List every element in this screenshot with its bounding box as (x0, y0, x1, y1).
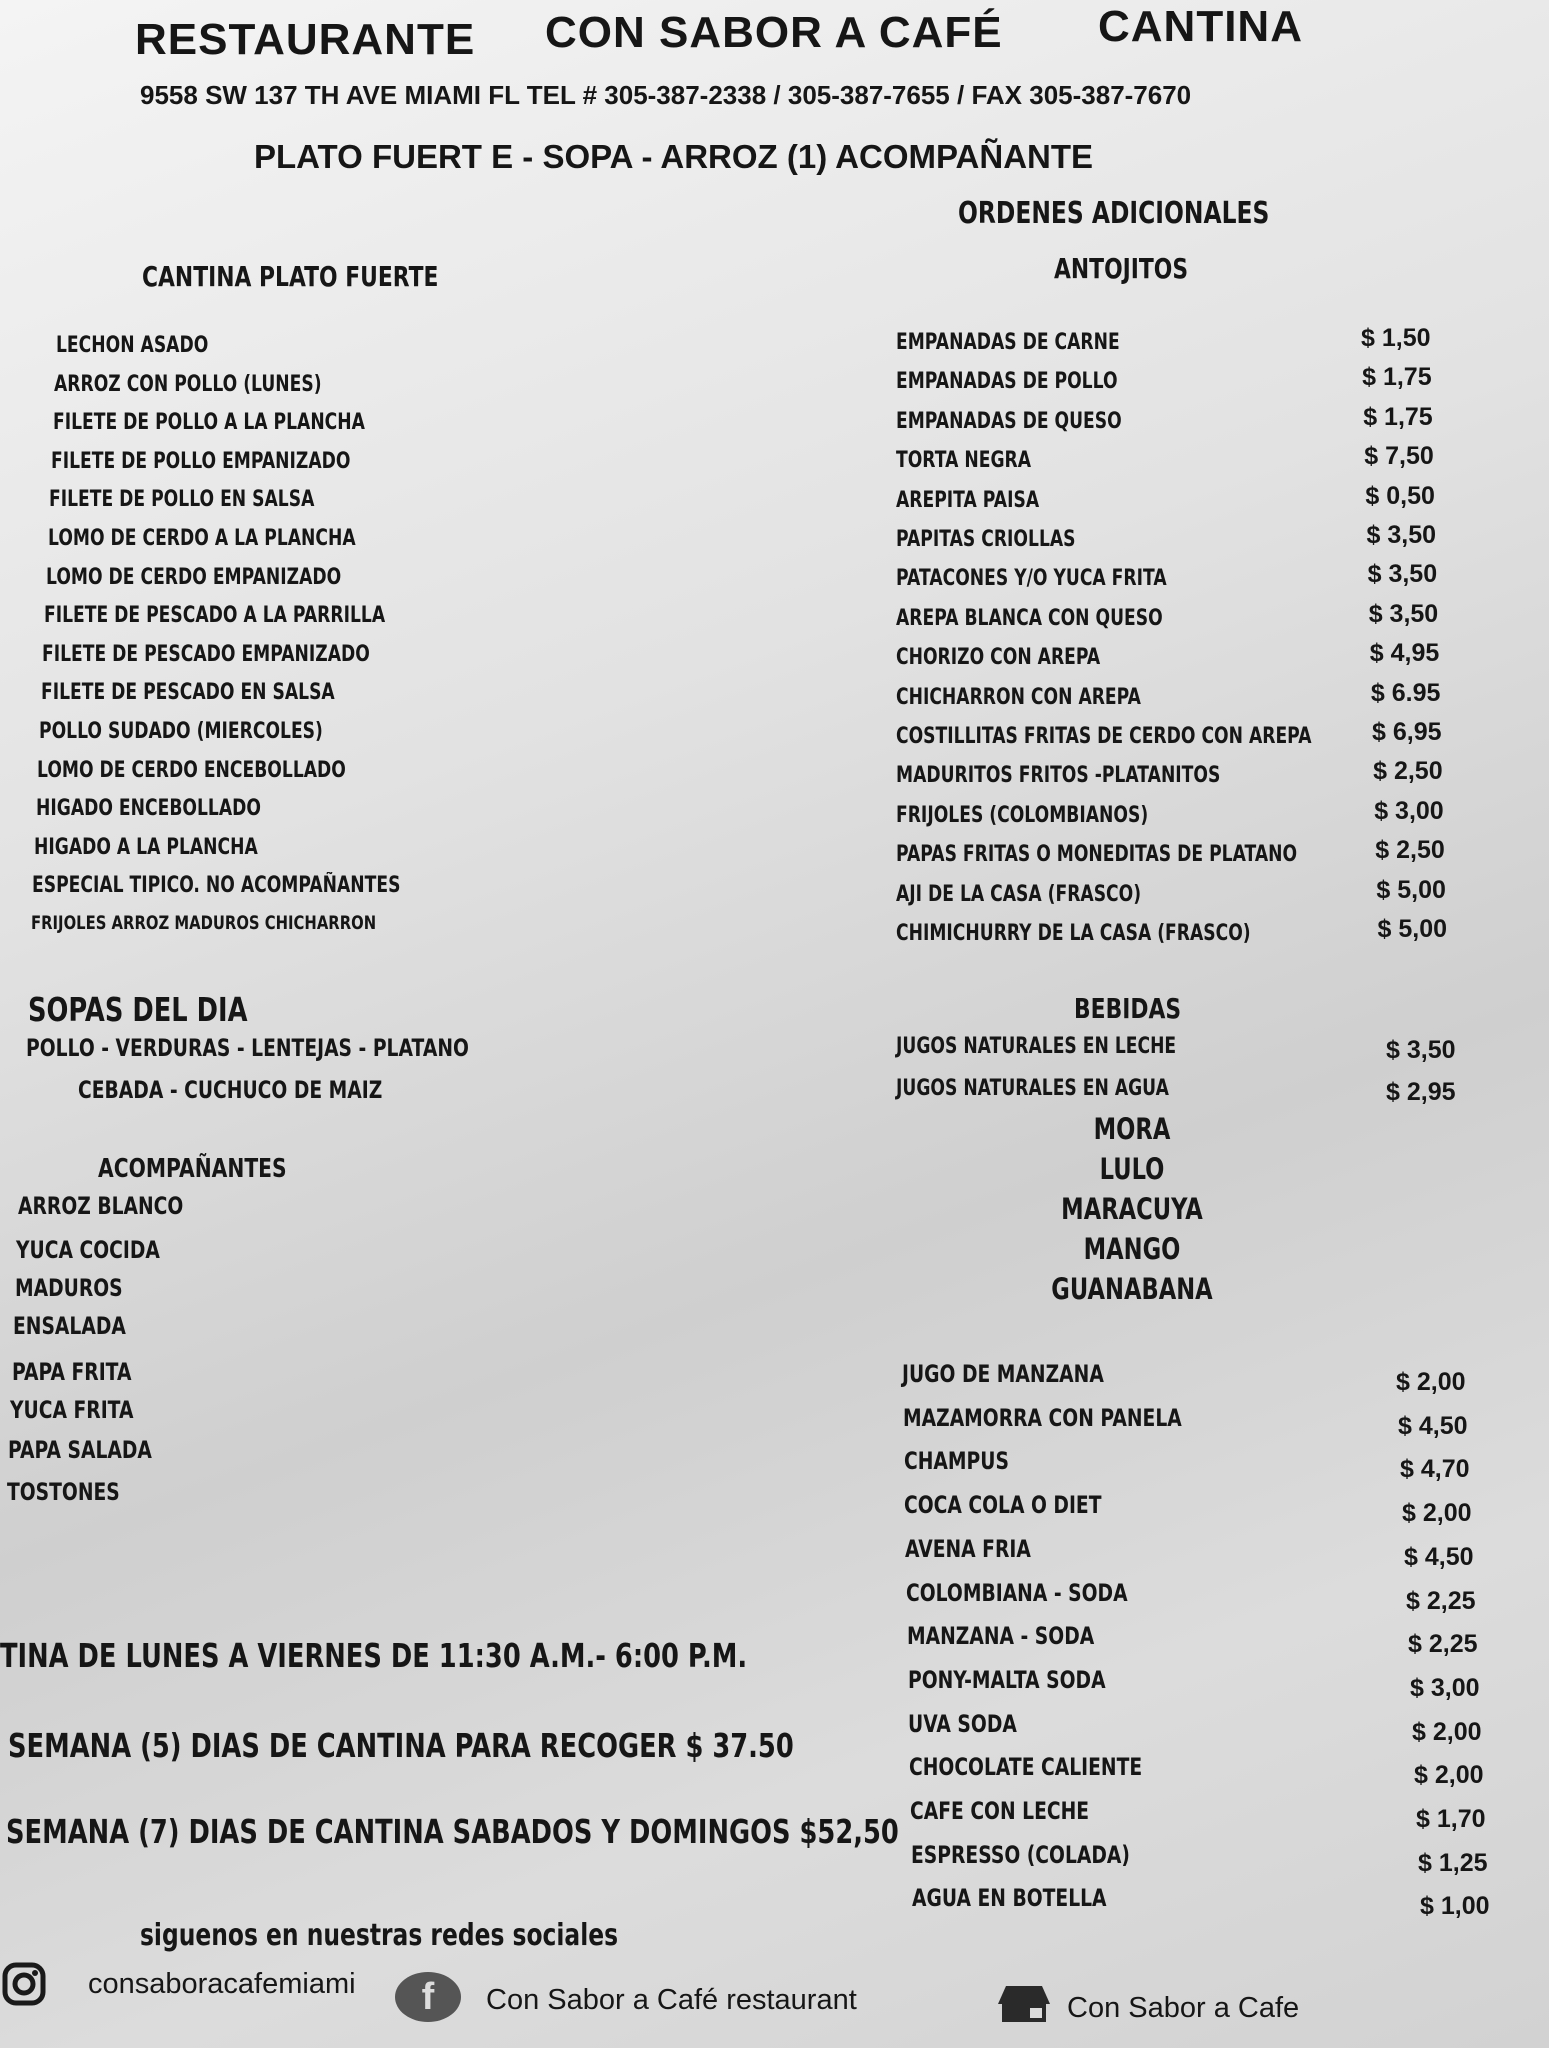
bebida-name: COCA COLA O DIET (904, 1491, 1102, 1520)
antojito-name: EMPANADAS DE QUESO (896, 408, 1122, 434)
facebook-page-name[interactable]: Con Sabor a Café restaurant (486, 1984, 857, 2016)
plan-subtitle: PLATO FUERT E - SOPA - ARROZ (1) ACOMPAÑANTE (254, 138, 1094, 175)
antojito-price: $ 6.95 (1370, 678, 1441, 707)
social-heading: siguenos en nuestras redes sociales (140, 1918, 619, 1953)
bebida-price: $ 1,70 (1416, 1805, 1486, 1833)
plato-item: HIGADO A LA PLANCHA (33, 834, 258, 860)
bebida-price: $ 1,00 (1420, 1892, 1490, 1921)
plato-item: FILETE DE PESCADO EMPANIZADO (42, 641, 371, 667)
acompanante-item: PAPA SALADA (8, 1436, 153, 1464)
bebida-name: MANZANA - SODA (906, 1622, 1095, 1651)
antojito-price: $ 4,95 (1369, 639, 1440, 668)
bebida-name: ESPRESSO (COLADA) (910, 1840, 1130, 1869)
antojito-name: PATACONES Y/O YUCA FRITA (896, 566, 1167, 592)
google-business-name[interactable]: Con Sabor a Cafe (1067, 1992, 1300, 2024)
antojito-price: $ 2,50 (1375, 836, 1445, 865)
antojito-price: $ 1,75 (1363, 402, 1433, 431)
jugo-price: $ 2,95 (1386, 1078, 1456, 1106)
facebook-letter: f (421, 1975, 435, 2018)
instagram-icon[interactable] (2, 1962, 46, 2006)
sopas-line-1: POLLO - VERDURAS - LENTEJAS - PLATANO (26, 1034, 469, 1062)
bebida-name: MAZAMORRA CON PANELA (902, 1403, 1182, 1432)
bebida-name: JUGO DE MANZANA (902, 1360, 1104, 1388)
antojito-price: $ 3,00 (1374, 796, 1444, 825)
acompanante-item: PAPA FRITA (11, 1358, 132, 1386)
bebida-price: $ 2,25 (1408, 1630, 1478, 1659)
restaurant-name: CON SABOR A CAFÉ (545, 8, 1003, 57)
bebida-price: $ 2,00 (1396, 1368, 1466, 1396)
bebida-name: CHAMPUS (903, 1447, 1009, 1476)
plato-fuerte-heading: CANTINA PLATO FUERTE (142, 260, 439, 293)
bebida-name: CHOCOLATE CALIENTE (909, 1753, 1143, 1782)
antojito-price: $ 1,50 (1361, 324, 1431, 352)
antojito-name: MADURITOS FRITOS -PLATANITOS (896, 763, 1221, 789)
antojito-price: $ 0,50 (1365, 481, 1435, 510)
sopas-heading: SOPAS DEL DIA (28, 990, 248, 1029)
plato-item: POLLO SUDADO (MIERCOLES) (39, 719, 323, 744)
antojito-name: CHICHARRON CON AREPA (896, 684, 1141, 710)
jugo-name: JUGOS NATURALES EN LECHE (896, 1034, 1177, 1059)
plato-item: HIGADO ENCEBOLLADO (35, 796, 261, 822)
bebida-price: $ 4,50 (1398, 1411, 1468, 1440)
cantina-label: CANTINA (1098, 2, 1303, 51)
antojito-name: AREPITA PAISA (896, 487, 1040, 513)
antojito-name: EMPANADAS DE CARNE (896, 330, 1120, 355)
antojito-name: AREPA BLANCA CON QUESO (896, 605, 1163, 631)
bebida-price: $ 2,25 (1406, 1586, 1476, 1615)
bebida-price: $ 2,00 (1414, 1761, 1484, 1790)
antojito-name: TORTA NEGRA (896, 448, 1032, 474)
antojito-price: $ 5,00 (1377, 915, 1448, 943)
bebida-name: CAFE CON LECHE (910, 1797, 1090, 1825)
antojito-name: CHORIZO CON AREPA (896, 645, 1101, 671)
bebida-price: $ 4,50 (1404, 1542, 1474, 1571)
bebida-name: AVENA FRIA (905, 1534, 1032, 1563)
antojito-name: COSTILLITAS FRITAS DE CERDO CON AREPA (896, 724, 1312, 749)
antojito-price: $ 3,50 (1368, 599, 1439, 628)
plato-item: LOMO DE CERDO EMPANIZADO (45, 564, 342, 590)
weekly-plan-5-days: SEMANA (5) DIAS DE CANTINA PARA RECOGER $ 37.50 (8, 1726, 794, 1765)
bebida-name: PONY-MALTA SODA (907, 1665, 1106, 1694)
instagram-handle[interactable]: consaboracafemiami (88, 1968, 356, 2000)
bebida-name: UVA SODA (908, 1709, 1018, 1738)
plato-item: FILETE DE POLLO EMPANIZADO (50, 448, 351, 474)
bebidas-heading: BEBIDAS (1074, 992, 1182, 1025)
acompanante-item: TOSTONES (6, 1478, 120, 1506)
bebida-price: $ 2,00 (1412, 1717, 1482, 1746)
bebida-name: AGUA EN BOTELLA (911, 1884, 1107, 1913)
acompanante-item: ENSALADA (13, 1312, 127, 1340)
cantina-hours: TINA DE LUNES A VIERNES DE 11:30 A.M.- 6:00 P.M. (0, 1636, 748, 1675)
sabor-item: MANGO (1083, 1232, 1181, 1266)
jugo-price: $ 3,50 (1386, 1036, 1456, 1064)
antojito-price: $ 3,50 (1367, 560, 1438, 589)
antojito-price: $ 7,50 (1364, 442, 1434, 471)
plato-item: FRIJOLES ARROZ MADUROS CHICHARRON (30, 912, 376, 934)
antojito-name: CHIMICHURRY DE LA CASA (FRASCO) (896, 921, 1251, 946)
sabor-item: MORA (1093, 1112, 1171, 1146)
bebida-name: COLOMBIANA - SODA (906, 1578, 1128, 1607)
bebida-price: $ 1,25 (1418, 1848, 1488, 1877)
antojito-price: $ 6,95 (1372, 718, 1442, 746)
sabor-item: MARACUYA (1061, 1192, 1203, 1226)
plato-item: ESPECIAL TIPICO. NO ACOMPAÑANTES (32, 873, 401, 899)
plato-item: LOMO DE CERDO ENCEBOLLADO (37, 757, 347, 783)
sabor-item: LULO (1099, 1152, 1165, 1186)
plato-item: LECHON ASADO (56, 333, 209, 358)
plato-item: LOMO DE CERDO A LA PLANCHA (47, 526, 356, 551)
weekly-plan-7-days: SEMANA (7) DIAS DE CANTINA SABADOS Y DOMINGOS $52,50 (6, 1812, 899, 1851)
google-business-icon[interactable] (992, 1978, 1054, 2026)
antojitos-heading: ANTOJITOS (1054, 252, 1189, 285)
antojito-name: PAPITAS CRIOLLAS (896, 527, 1076, 552)
bebida-price: $ 2,00 (1402, 1499, 1472, 1528)
antojito-name: AJI DE LA CASA (FRASCO) (896, 881, 1142, 907)
antojito-name: PAPAS FRITAS O MONEDITAS DE PLATANO (896, 842, 1298, 868)
acompanante-item: YUCA FRITA (10, 1396, 134, 1424)
antojito-price: $ 1,75 (1362, 363, 1432, 392)
plato-item: ARROZ CON POLLO (LUNES) (54, 371, 322, 397)
sopas-line-2: CEBADA - CUCHUCO DE MAIZ (78, 1076, 383, 1104)
antojito-name: EMPANADAS DE POLLO (896, 369, 1118, 395)
antojito-price: $ 2,50 (1373, 757, 1443, 786)
ordenes-adicionales-heading: ORDENES ADICIONALES (958, 196, 1270, 231)
jugo-name: JUGOS NATURALES EN AGUA (896, 1076, 1169, 1101)
antojito-price: $ 3,50 (1366, 521, 1437, 549)
antojito-name: FRIJOLES (COLOMBIANOS) (896, 802, 1149, 828)
bebida-price: $ 3,00 (1410, 1673, 1480, 1702)
acompanante-item: ARROZ BLANCO (18, 1192, 184, 1220)
antojito-price: $ 5,00 (1376, 875, 1446, 904)
acompanante-item: MADUROS (14, 1274, 123, 1302)
plato-item: FILETE DE POLLO A LA PLANCHA (52, 410, 365, 436)
facebook-icon[interactable] (395, 1972, 461, 2022)
address-line: 9558 SW 137 TH AVE MIAMI FL TEL # 305-387-2338 / 305-387-7655 / FAX 305-387-7670 (140, 80, 1192, 110)
plato-item: FILETE DE POLLO EN SALSA (49, 487, 315, 513)
plato-item: FILETE DE PESCADO EN SALSA (40, 680, 335, 706)
sabor-item: GUANABANA (1051, 1272, 1213, 1306)
acompanantes-heading: ACOMPAÑANTES (98, 1154, 287, 1184)
restaurant-label: RESTAURANTE (135, 15, 476, 64)
plato-item: FILETE DE PESCADO A LA PARRILLA (44, 603, 386, 629)
bebida-price: $ 4,70 (1400, 1455, 1470, 1484)
acompanante-item: YUCA COCIDA (16, 1236, 161, 1264)
